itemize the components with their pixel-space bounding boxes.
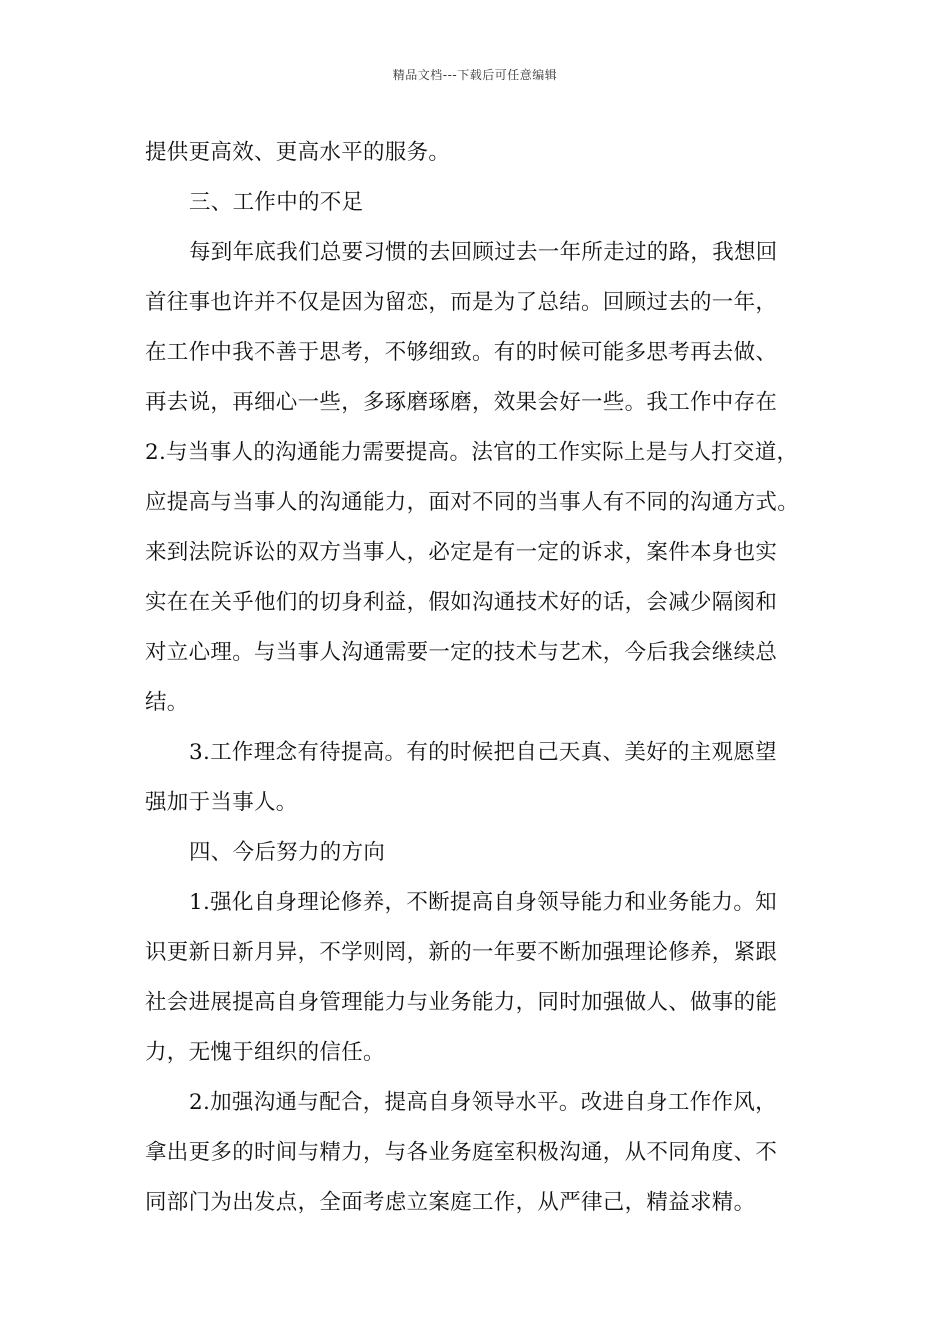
text-line: 2.加强沟通与配合，提高自身领导水平。改进自身工作作风， (189, 1090, 777, 1115)
text-line: 应提高与当事人的沟通能力，面对不同的当事人有不同的沟通方式。 (145, 490, 800, 515)
text-line: 拿出更多的时间与精力，与各业务庭室积极沟通，从不同角度、不 (145, 1140, 778, 1165)
text-line: 2.与当事人的沟通能力需要提高。法官的工作实际上是与人打交道， (145, 440, 799, 465)
text-line: 社会进展提高自身管理能力与业务能力，同时加强做人、做事的能 (145, 990, 778, 1015)
text-line: 对立心理。与当事人沟通需要一定的技术与艺术，今后我会继续总 (145, 640, 778, 665)
text-line: 在工作中我不善于思考，不够细致。有的时候可能多思考再去做、 (145, 340, 778, 365)
text-line: 力，无愧于组织的信任。 (145, 1040, 385, 1065)
text-line: 1.强化自身理论修养，不断提高自身领导能力和业务能力。知 (189, 890, 777, 915)
text-line: 同部门为出发点，全面考虑立案庭工作，从严律己，精益求精。 (145, 1190, 756, 1215)
section-heading: 四、今后努力的方向 (189, 840, 386, 865)
text-line: 来到法院诉讼的双方当事人，必定是有一定的诉求，案件本身也实 (145, 540, 778, 565)
section-heading: 三、工作中的不足 (189, 190, 364, 215)
text-line: 实在在关乎他们的切身利益，假如沟通技术好的话，会减少隔阂和 (145, 590, 778, 615)
text-line: 3.工作理念有待提高。有的时候把自己天真、美好的主观愿望 (189, 740, 777, 765)
document-body (145, 128, 825, 1228)
text-line: 结。 (145, 690, 189, 715)
text-line: 提供更高效、更高水平的服务。 (145, 140, 451, 165)
text-line: 识更新日新月异，不学则罔，新的一年要不断加强理论修养，紧跟 (145, 940, 778, 965)
text-line: 首往事也许并不仅是因为留恋，而是为了总结。回顾过去的一年， (145, 290, 778, 315)
page-header: 精品文档---下载后可任意编辑 (392, 68, 558, 82)
text-line: 再去说，再细心一些，多琢磨琢磨，效果会好一些。我工作中存在 (145, 390, 778, 415)
text-line: 强加于当事人。 (145, 790, 298, 815)
text-line: 每到年底我们总要习惯的去回顾过去一年所走过的路，我想回 (189, 240, 778, 265)
